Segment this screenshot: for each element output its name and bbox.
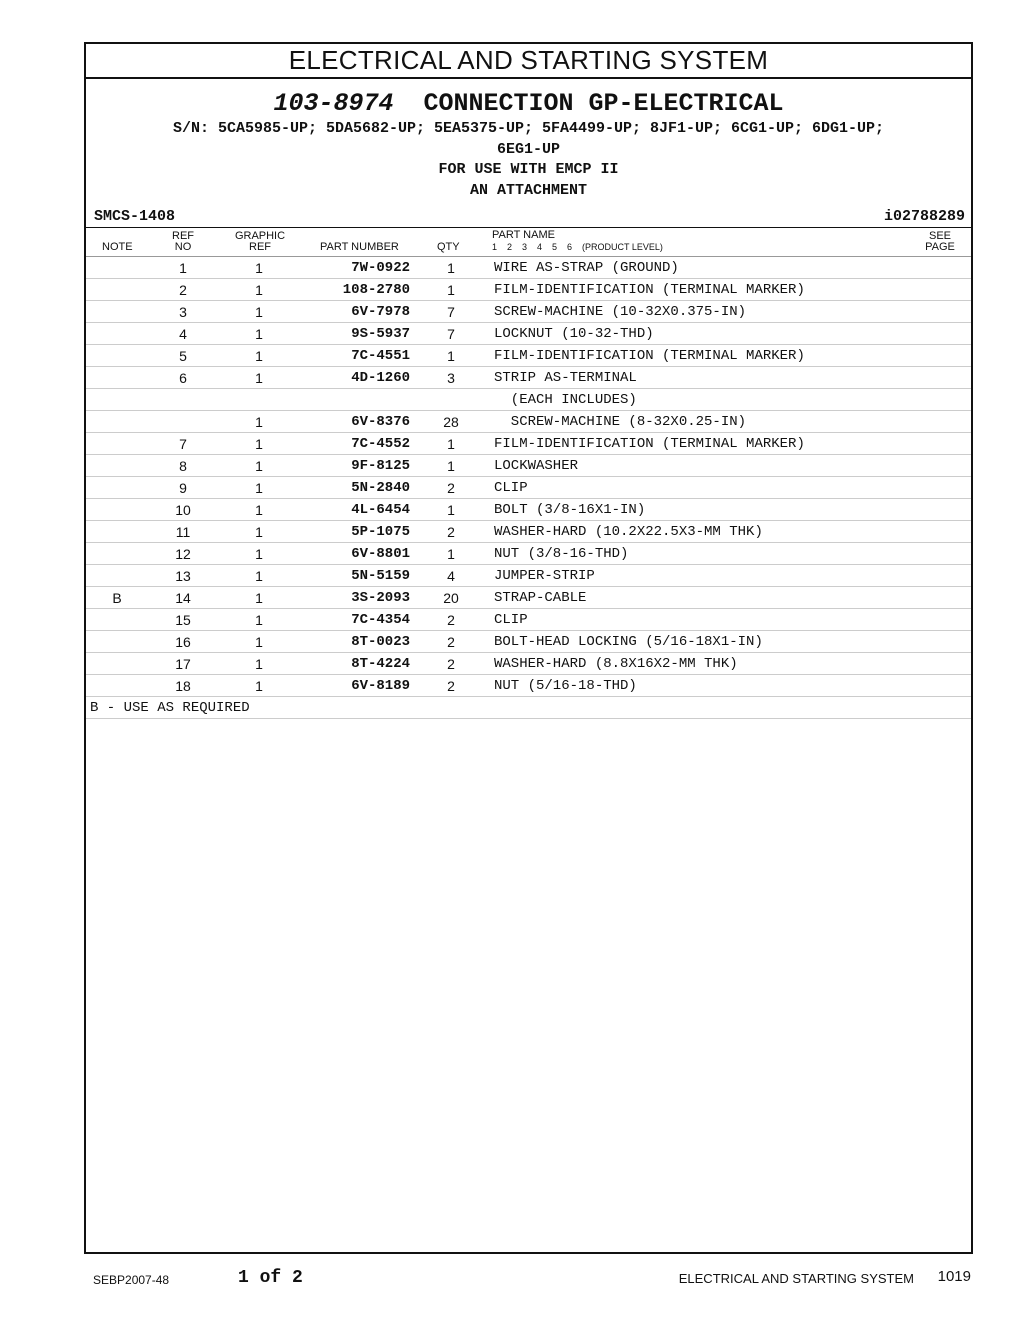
- row-part-number: 7C-4354: [351, 612, 410, 628]
- row-part-name: (EACH INCLUDES): [494, 392, 637, 408]
- attachment-line: AN ATTACHMENT: [469, 181, 588, 199]
- row-part-name: STRIP AS-TERMINAL: [494, 370, 637, 386]
- row-ref-no: 18: [175, 678, 191, 694]
- row-part-number: 7C-4551: [351, 348, 410, 364]
- row-ref-no: 1: [179, 260, 187, 276]
- table-row: [86, 367, 971, 389]
- row-qty: 2: [447, 656, 455, 672]
- row-part-name: SCREW-MACHINE (10-32X0.375-IN): [494, 304, 747, 320]
- smcs-code: SMCS-1408: [94, 208, 176, 225]
- row-qty: 1: [447, 458, 455, 474]
- row-part-name: LOCKNUT (10-32-THD): [494, 326, 654, 342]
- row-qty: 1: [447, 348, 455, 364]
- parts-table: [86, 257, 971, 697]
- footer-page-number: 1019: [937, 1268, 971, 1285]
- row-ref-no: 16: [175, 634, 191, 650]
- table-row: [86, 389, 971, 411]
- row-part-number: 108-2780: [342, 282, 410, 298]
- col-part-number: PART NUMBER: [320, 241, 399, 253]
- row-part-number: 3S-2093: [351, 590, 410, 606]
- group-part-number: 103-8974: [273, 89, 394, 118]
- table-row: [86, 631, 971, 653]
- row-qty: 2: [447, 612, 455, 628]
- row-graphic-ref: 1: [255, 326, 263, 342]
- row-part-number: 4L-6454: [351, 502, 410, 518]
- serial-line-1: S/N: 5CA5985-UP; 5DA5682-UP; 5EA5375-UP; 5FA4499-UP; 8JF1-UP; 6CG1-UP; 6DG1-UP;: [172, 120, 885, 137]
- table-row: [86, 521, 971, 543]
- table-row: [86, 477, 971, 499]
- row-ref-no: 11: [175, 524, 191, 540]
- row-qty: 2: [447, 634, 455, 650]
- col-qty: QTY: [437, 241, 460, 253]
- table-row: [86, 455, 971, 477]
- row-graphic-ref: 1: [255, 634, 263, 650]
- page-title: [86, 89, 971, 119]
- row-part-number: 5P-1075: [351, 524, 410, 540]
- table-row: [86, 499, 971, 521]
- row-part-name: WASHER-HARD (8.8X16X2-MM THK): [494, 656, 738, 672]
- row-part-name: LOCKWASHER: [494, 458, 579, 474]
- row-part-number: 4D-1260: [351, 370, 410, 386]
- system-title: ELECTRICAL AND STARTING SYSTEM: [86, 44, 971, 79]
- row-part-number: 5N-2840: [351, 480, 410, 496]
- row-part-name: SCREW-MACHINE (8-32X0.25-IN): [494, 414, 747, 430]
- row-part-number: 7C-4552: [351, 436, 410, 452]
- row-graphic-ref: 1: [255, 480, 263, 496]
- row-graphic-ref: 1: [255, 304, 263, 320]
- row-ref-no: 13: [175, 568, 191, 584]
- row-part-name: NUT (5/16-18-THD): [494, 678, 637, 694]
- table-row: [86, 433, 971, 455]
- row-part-number: 8T-4224: [351, 656, 410, 672]
- row-ref-no: 3: [179, 304, 187, 320]
- row-ref-no: 12: [175, 546, 191, 562]
- page-frame: [84, 42, 973, 1254]
- row-qty: 4: [447, 568, 455, 584]
- page-footer: [0, 1268, 1020, 1292]
- row-part-name: JUMPER-STRIP: [494, 568, 595, 584]
- col-note: NOTE: [102, 241, 133, 253]
- row-qty: 20: [443, 590, 459, 606]
- row-part-name: FILM-IDENTIFICATION (TERMINAL MARKER): [494, 436, 805, 452]
- row-ref-no: 9: [179, 480, 187, 496]
- row-qty: 1: [447, 436, 455, 452]
- row-ref-no: 6: [179, 370, 187, 386]
- column-headers: [86, 228, 971, 257]
- table-row: [86, 279, 971, 301]
- row-part-number: 6V-7978: [351, 304, 410, 320]
- note-legend-text: B - USE AS REQUIRED: [90, 700, 250, 716]
- row-qty: 2: [447, 480, 455, 496]
- row-ref-no: 14: [175, 590, 191, 606]
- row-part-name: CLIP: [494, 612, 528, 628]
- group-part-title: CONNECTION GP-ELECTRICAL: [423, 89, 784, 118]
- table-row: [86, 257, 971, 279]
- table-row: [86, 653, 971, 675]
- col-graphic-1: GRAPHIC: [234, 230, 286, 242]
- table-row: [86, 675, 971, 697]
- table-row: [86, 345, 971, 367]
- row-ref-no: 17: [175, 656, 191, 672]
- row-ref-no: 5: [179, 348, 187, 364]
- row-part-name: WIRE AS-STRAP (GROUND): [494, 260, 679, 276]
- row-graphic-ref: 1: [255, 590, 263, 606]
- row-graphic-ref: 1: [255, 414, 263, 430]
- table-row: [86, 543, 971, 565]
- row-ref-no: 15: [175, 612, 191, 628]
- row-part-name: CLIP: [494, 480, 528, 496]
- usage-line: FOR USE WITH EMCP II: [438, 161, 619, 178]
- row-graphic-ref: 1: [255, 568, 263, 584]
- footer-page-of: 1 of 2: [238, 1268, 303, 1288]
- row-ref-no: 8: [179, 458, 187, 474]
- row-part-name: FILM-IDENTIFICATION (TERMINAL MARKER): [494, 348, 805, 364]
- row-part-number: 6V-8376: [351, 414, 410, 430]
- row-graphic-ref: 1: [255, 348, 263, 364]
- row-part-number: 6V-8189: [351, 678, 410, 694]
- row-part-name: STRAP-CABLE: [494, 590, 587, 606]
- footer-doc-number: SEBP2007-48: [93, 1273, 170, 1287]
- footer-system: ELECTRICAL AND STARTING SYSTEM: [678, 1271, 914, 1286]
- row-ref-no: 2: [179, 282, 187, 298]
- row-ref-no: 7: [179, 436, 187, 452]
- row-qty: 1: [447, 260, 455, 276]
- row-part-name: WASHER-HARD (10.2X22.5X3-MM THK): [494, 524, 763, 540]
- row-qty: 7: [447, 304, 455, 320]
- note-legend: [86, 697, 971, 719]
- row-graphic-ref: 1: [255, 260, 263, 276]
- row-qty: 1: [447, 546, 455, 562]
- col-ref-1: REF: [172, 230, 194, 242]
- row-qty: 28: [443, 414, 459, 430]
- serial-line-2: 6EG1-UP: [496, 140, 560, 158]
- row-part-name: BOLT-HEAD LOCKING (5/16-18X1-IN): [494, 634, 763, 650]
- row-part-number: 8T-0023: [351, 634, 410, 650]
- part-header: [86, 89, 971, 201]
- row-graphic-ref: 1: [255, 546, 263, 562]
- row-part-number: 7W-0922: [351, 260, 410, 276]
- row-graphic-ref: 1: [255, 612, 263, 628]
- row-part-name: BOLT (3/8-16X1-IN): [494, 502, 646, 518]
- row-graphic-ref: 1: [255, 458, 263, 474]
- row-graphic-ref: 1: [255, 282, 263, 298]
- table-row: [86, 609, 971, 631]
- document-id: i02788289: [883, 208, 965, 225]
- col-levels: 1 2 3 4 5 6 (PRODUCT LEVEL): [492, 242, 663, 252]
- row-part-name: FILM-IDENTIFICATION (TERMINAL MARKER): [494, 282, 805, 298]
- row-graphic-ref: 1: [255, 502, 263, 518]
- table-row: [86, 323, 971, 345]
- row-qty: 7: [447, 326, 455, 342]
- row-qty: 2: [447, 678, 455, 694]
- table-row: [86, 301, 971, 323]
- row-ref-no: 10: [175, 502, 191, 518]
- row-qty: 1: [447, 282, 455, 298]
- row-graphic-ref: 1: [255, 678, 263, 694]
- table-row: [86, 411, 971, 433]
- row-graphic-ref: 1: [255, 370, 263, 386]
- row-note: B: [112, 590, 122, 606]
- row-graphic-ref: 1: [255, 524, 263, 540]
- row-part-number: 6V-8801: [351, 546, 410, 562]
- row-qty: 1: [447, 502, 455, 518]
- col-part-name: PART NAME: [492, 229, 555, 241]
- table-row: [86, 565, 971, 587]
- row-part-number: 9S-5937: [351, 326, 410, 342]
- col-graphic-2: REF: [249, 241, 271, 253]
- col-ref-2: NO: [174, 241, 192, 253]
- row-graphic-ref: 1: [255, 656, 263, 672]
- row-qty: 3: [447, 370, 455, 386]
- row-part-name: NUT (3/8-16-THD): [494, 546, 629, 562]
- col-see-2: PAGE: [925, 241, 955, 253]
- row-qty: 2: [447, 524, 455, 540]
- row-part-number: 5N-5159: [351, 568, 410, 584]
- row-part-number: 9F-8125: [351, 458, 410, 474]
- col-see-1: SEE: [928, 230, 951, 242]
- row-graphic-ref: 1: [255, 436, 263, 452]
- table-row: [86, 587, 971, 609]
- row-ref-no: 4: [179, 326, 187, 342]
- smcs-row: [86, 207, 971, 228]
